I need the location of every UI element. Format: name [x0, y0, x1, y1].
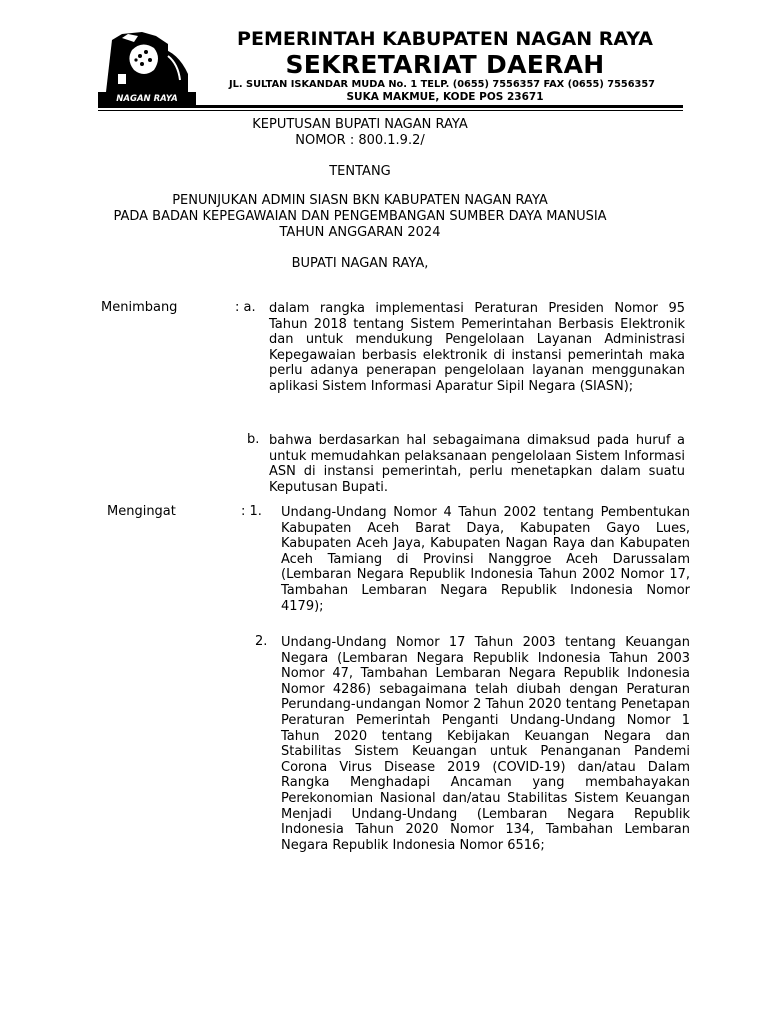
regency-logo [98, 30, 196, 106]
letterhead-postal: SUKA MAKMUE, KODE POS 23671 [346, 91, 544, 103]
decree-number: NOMOR : 800.1.9.2/ [295, 133, 425, 148]
letterhead-address: JL. SULTAN ISKANDAR MUDA No. 1 TELP. (0655) 7556357 FAX (0655) 7556357 [229, 79, 655, 90]
letterhead-government: PEMERINTAH KABUPATEN NAGAN RAYA [237, 28, 653, 50]
mengingat-item-2: Undang-Undang Nomor 17 Tahun 2003 tentang Keuangan Negara (Lembaran Negara Republik Indonesia Tahun 2003 Nomor 47, Tambahan Lembaran Negara Republik Indonesia Nomor 4286) sebagaimana telah diubah dengan Peraturan Perundang-undangan Nomor 2 Tahun 2020 tentang Penetapan Peraturan Pemerintah Penganti Undang-Undang Nomor 1 Tahun 2020 tentang Kebijakan Keuangan Negara dan Stabilitas Sistem Keuangan untuk Penanganan Pandemi Corona Virus Disease 2019 (COVID-19) dan/atau Dalam Rangka Menghadapi Ancaman yang membahayakan Perekonomian Nasional dan/atau Stabilitas Sistem Keuangan Menjadi Undang-Undang (Lembaran Negara Republik Indonesia Tahun 2020 Nomor 134, Tambahan Lembaran Negara Republik Indonesia Nomor 6516; [281, 635, 690, 853]
regent-title: BUPATI NAGAN RAYA, [291, 256, 429, 271]
mengingat-item-1: Undang-Undang Nomor 4 Tahun 2002 tentang Pembentukan Kabupaten Aceh Barat Daya, Kabupaten Gayo Lues, Kabupaten Aceh Jaya, Kabupaten Nagan Raya dan Kabupaten Aceh Tamiang di Provinsi Nanggroe Aceh Darussalam (Lembaran Negara Republik Indonesia Tahun 2002 Nomor 17, Tambahan Lembaran Negara Republik Indonesia Nomor 4179); [281, 505, 690, 614]
logo-caption: NAGAN RAYA [98, 92, 196, 106]
menimbang-marker-a: : a. [235, 300, 256, 315]
menimbang-label: Menimbang [101, 300, 178, 315]
mengingat-marker-2: 2. [255, 634, 268, 649]
mengingat-label: Mengingat [107, 504, 176, 519]
letterhead-office: SEKRETARIAT DAERAH [285, 50, 605, 79]
decree-subject-line3: TAHUN ANGGARAN 2024 [279, 225, 441, 240]
decree-about: TENTANG [329, 164, 391, 179]
menimbang-item-a: dalam rangka implementasi Peraturan Presiden Nomor 95 Tahun 2018 tentang Sistem Pemerintahan Berbasis Elektronik dan untuk mendukung Pengelolaan Layanan Administrasi Kepegawaian berbasis elektronik di instansi pemerintah maka perlu adanya penerapan pengelolaan layanan menggunakan aplikasi Sistem Informasi Aparatur Sipil Negara (SIASN); [269, 301, 685, 394]
decree-subject-line1: PENUNJUKAN ADMIN SIASN BKN KABUPATEN NAGAN RAYA [172, 193, 548, 208]
decree-title: KEPUTUSAN BUPATI NAGAN RAYA [252, 117, 468, 132]
regency-emblem-icon [98, 30, 196, 92]
menimbang-marker-b: b. [247, 432, 260, 447]
menimbang-item-b: bahwa berdasarkan hal sebagaimana dimaksud pada huruf a untuk memudahkan pelaksanaan pengelolaan Sistem Informasi ASN di instansi pemerintah, perlu menetapkan dalam suatu Keputusan Bupati. [269, 433, 685, 495]
decree-subject-line2: PADA BADAN KEPEGAWAIAN DAN PENGEMBANGAN SUMBER DAYA MANUSIA [113, 209, 607, 224]
letterhead-rule-thick [98, 105, 683, 108]
mengingat-marker-1: : 1. [241, 504, 262, 519]
letterhead-rule-thin [98, 110, 683, 111]
